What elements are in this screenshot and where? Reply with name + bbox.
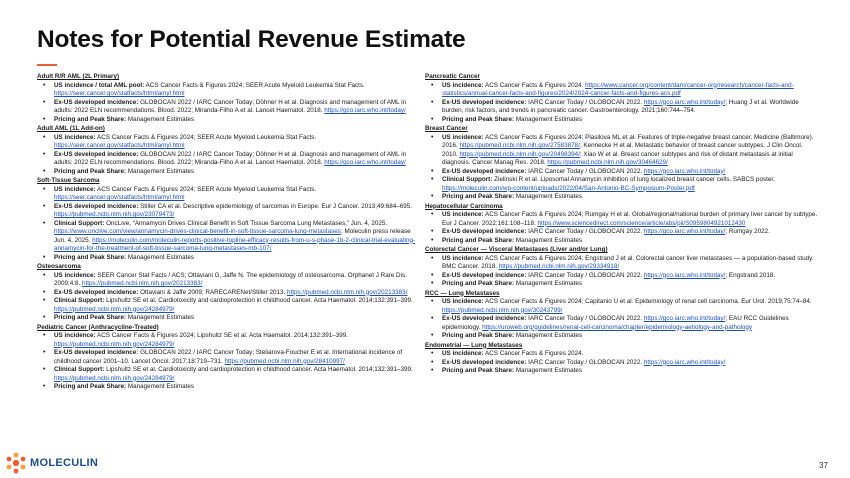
reference-link[interactable]: https://moleculin.com/wp-content/uploads/2022/04/San-Antonio-BC-Symposium-Poster.pdf bbox=[442, 184, 695, 192]
bullet-item bbox=[54, 151, 419, 168]
bullet-item bbox=[442, 176, 819, 193]
reference-link[interactable]: https://seer.cancer.gov/statfacts/html/amyl.html bbox=[54, 194, 185, 201]
bullet-text: Lipshultz SE et al. Cardiotoxicity and cardioprotection in childhood cancer. Acta Haematol. 2014;132:391–399. bbox=[104, 366, 413, 373]
bullet-label: US incidence: bbox=[54, 133, 96, 141]
bullet-text: Management Estimates bbox=[126, 115, 194, 123]
bullet-text: ACS Cancer Facts & Figures 2024; Capitanio U et al. Epidemiology of renal cell carcinoma. Eur Urol. 2019;75:74–84. bbox=[483, 298, 812, 305]
reference-link[interactable]: https://moleculin.com/moleculin-reports-positive-topline-efficacy-results-from-u-s-phase-1b-2-clinical-trial-evaluating-annamycin-for-the-treatment-of-soft-tissue-sarcoma-lung-metastases-mb-107/ bbox=[54, 236, 416, 252]
reference-link[interactable]: https://seer.cancer.gov/statfacts/html/amyl.html bbox=[54, 90, 185, 97]
bullet-text: GLOBOCAN 2022 / IARC Cancer Today; Döhner H et al. Diagnosis and management of AML in adults: 2022 ELN recommendations. Blood. 2022; Miranda-Filho A et al. Lancet Haematol. 2018. bbox=[54, 150, 407, 166]
bullet-label: Pricing and Peak Share: bbox=[442, 367, 515, 374]
bullet-list bbox=[425, 255, 819, 289]
bullet-label: Pricing and Peak Share: bbox=[442, 193, 515, 200]
bullet-label: Ex-US developed incidence: bbox=[442, 167, 527, 175]
reference-link[interactable]: https://www.cancer.org/content/dam/cancer-org/research/cancer-facts-and-statistics/annual-cancer-facts-and-figures/2024/2024-cancer-facts-and-figures-acs.pdf bbox=[442, 81, 794, 97]
bullet-list bbox=[37, 134, 419, 177]
bullet-text: ACS Cancer Facts & Figures 2024; Rumgay H et al. Global/regional/national burden of primary liver cancer by subtype. Eur J Cancer. 2022;161:108–118. bbox=[442, 211, 818, 227]
reference-link[interactable]: https://pubmed.ncbi.nlm.nih.gov/30243799/ bbox=[442, 306, 563, 314]
reference-link[interactable]: https://pubmed.ncbi.nlm.nih.gov/24284979/ bbox=[54, 374, 175, 382]
bullet-item bbox=[442, 359, 819, 368]
bullet-text: ACS Cancer Facts & Figures 2024; SEER Acute Myeloid Leukemia Stat Facts. bbox=[144, 81, 365, 89]
bullet-text: Management Estimates bbox=[126, 383, 194, 390]
bullet-text: IARC Cancer Today / GLOBOCAN 2022. bbox=[526, 167, 644, 175]
bullet-text: ACS Cancer Facts & Figures 2024; Lipshultz SE et al. Acta Haematol. 2014;132:391–399. bbox=[95, 332, 349, 339]
bullet-text: Ottaviani & Jaffe 2009; RARECARENet/Stiller 2013. bbox=[138, 288, 287, 296]
reference-link[interactable]: https://pubmed.ncbi.nlm.nih.gov/20213383/ bbox=[286, 288, 408, 296]
reference-link[interactable]: https://gco.iarc.who.int/today/ bbox=[643, 315, 726, 322]
bullet-text: Lipshultz SE et al. Cardiotoxicity and cardioprotection in childhood cancer. Acta Haematol. 2014;132:391–399. bbox=[104, 297, 413, 304]
bullet-label: Ex-US developed incidence: bbox=[54, 98, 139, 106]
bullet-item bbox=[442, 193, 819, 202]
bullet-item bbox=[54, 332, 419, 349]
bullet-label: Pricing and Peak Share: bbox=[442, 236, 515, 244]
bullet-text: ACS Cancer Facts & Figures 2024; Engstrand J et al. Colorectal cancer liver metastases — a population-based study. BMC Cancer. 2018. bbox=[442, 254, 814, 270]
bullet-label: US incidence / total AML pool: bbox=[54, 81, 145, 89]
reference-link[interactable]: https://pubmed.ncbi.nlm.nih.gov/27583878/ bbox=[459, 142, 580, 149]
bullet-label: Ex-US developed incidence: bbox=[442, 98, 527, 106]
bullet-label: Pricing and Peak Share: bbox=[442, 280, 515, 287]
bullet-item bbox=[54, 254, 419, 263]
bullet-text: Management Estimates bbox=[514, 367, 582, 374]
bullet-text: Management Estimates bbox=[126, 314, 194, 321]
bullet-list bbox=[425, 211, 819, 245]
bullet-item bbox=[442, 255, 819, 272]
reference-link[interactable]: https://gco.iarc.who.int/today/ bbox=[643, 98, 726, 106]
reference-link[interactable]: https://www.sciencedirect.com/science/article/abs/pii/S0959804921012430 bbox=[537, 219, 746, 227]
bullet-text: OncLive, “Annamycin Drives Clinical Benefit in Soft Tissue Sarcoma Lung Metastases,” Jun. 4, 2025. bbox=[104, 219, 388, 227]
bullet-item bbox=[54, 99, 419, 116]
section-heading: Breast Cancer bbox=[425, 125, 468, 132]
bullet-text: GLOBOCAN 2022 / IARC Cancer Today; Döhner H et al. Diagnosis and management of AML in adults: 2022 ELN recommendations. Blood. 2022; Miranda-Filho A et al. Lancet Haematol. 2018. bbox=[54, 98, 407, 114]
bullet-label: Clinical Support: bbox=[54, 297, 105, 304]
bullet-item bbox=[442, 228, 819, 237]
bullet-list bbox=[425, 298, 819, 341]
bullet-item bbox=[54, 383, 419, 392]
bullet-label: US incidence: bbox=[442, 298, 484, 305]
section-heading: Pancreatic Cancer bbox=[425, 73, 480, 80]
bullet-item bbox=[442, 272, 819, 281]
reference-link[interactable]: https://seer.cancer.gov/statfacts/html/amyl.html bbox=[54, 142, 185, 149]
bullet-text: ; Moleculin press release Jun. 4, 2025. bbox=[54, 228, 411, 244]
bullet-item bbox=[54, 314, 419, 323]
bullet-item bbox=[442, 350, 819, 359]
bullet-text: ; Huang J et al. Worldwide burden, risk factors, and trends in pancreatic cancer. Gastroenterology. 2021;160:744–754. bbox=[442, 98, 799, 114]
reference-link[interactable]: https://pubmed.ncbi.nlm.nih.gov/23079473/ bbox=[54, 211, 175, 218]
company-logo bbox=[5, 452, 98, 474]
reference-link[interactable]: https://pubmed.ncbi.nlm.nih.gov/24284979/ bbox=[54, 340, 175, 348]
bullet-text: IARC Cancer Today / GLOBOCAN 2022. bbox=[526, 315, 644, 322]
bullet-text: Stiller CA et al. Descriptive epidemiology of sarcomas in Europe. Eur J Cancer. 2013;49:684–695. bbox=[138, 202, 413, 210]
bullet-text: ACS Cancer Facts & Figures 2024. bbox=[483, 81, 586, 89]
reference-link[interactable]: https://gco.iarc.who.int/today/ bbox=[324, 107, 406, 114]
bullet-text: Management Estimates bbox=[514, 280, 582, 287]
title-underline bbox=[37, 64, 57, 66]
bullet-item bbox=[54, 349, 419, 366]
bullet-item bbox=[54, 366, 419, 383]
bullet-item bbox=[442, 298, 819, 315]
bullet-text: ; Xiao W et al. Breast cancer subtypes and risk of distant metastasis at initial diagnosis. Cancer Manag Res. 2018. bbox=[442, 150, 793, 166]
bullet-label: Ex-US developed incidence: bbox=[54, 288, 139, 296]
bullet-list bbox=[425, 82, 819, 125]
bullet-label: Clinical Support: bbox=[54, 366, 105, 373]
bullet-item bbox=[442, 280, 819, 289]
section-heading: Soft-Tissue Sarcoma bbox=[37, 177, 100, 184]
bullet-text: Management Estimates bbox=[514, 332, 582, 339]
bullet-label: Clinical Support: bbox=[442, 176, 493, 183]
bullet-label: Pricing and Peak Share: bbox=[54, 314, 127, 321]
bullet-label: Pricing and Peak Share: bbox=[54, 253, 127, 261]
bullet-label: US incidence: bbox=[442, 133, 484, 141]
reference-link[interactable]: https://gco.iarc.who.int/today/ bbox=[643, 167, 726, 175]
bullet-text: ACS Cancer Facts & Figures 2024; Plasilova ML et al. Features of triple-negative breast cancer. Medicine (Baltimore). 2016. bbox=[442, 133, 814, 149]
bullet-label: US incidence: bbox=[442, 254, 484, 262]
bullet-label: Pricing and Peak Share: bbox=[442, 115, 515, 123]
right-column bbox=[425, 72, 819, 376]
reference-link[interactable]: https://pubmed.ncbi.nlm.nih.gov/24284979/ bbox=[54, 305, 175, 313]
bullet-item bbox=[54, 289, 419, 298]
bullet-list bbox=[37, 272, 419, 323]
bullet-item bbox=[54, 272, 419, 289]
bullet-label: Ex-US developed incidence: bbox=[54, 202, 139, 210]
page-title: Notes for Potential Revenue Estimate bbox=[37, 26, 466, 53]
bullet-label: Ex-US developed incidence: bbox=[442, 358, 527, 366]
reference-link[interactable]: https://gco.iarc.who.int/today/ bbox=[643, 271, 726, 279]
bullet-item bbox=[54, 186, 419, 203]
bullet-text: Management Estimates bbox=[514, 236, 582, 244]
bullet-label: Pricing and Peak Share: bbox=[442, 332, 515, 339]
bullet-text: ACS Cancer Facts & Figures 2024. bbox=[483, 350, 584, 357]
reference-link[interactable]: https://uroweb.org/guidelines/renal-cell-carcinoma/chapter/epidemiology-aetiology-and-pathology bbox=[482, 323, 753, 331]
bullet-list bbox=[37, 82, 419, 125]
bullet-list bbox=[37, 332, 419, 392]
bullet-text: ACS Cancer Facts & Figures 2024; SEER Acute Myeloid Leukemia Stat Facts. bbox=[95, 133, 317, 141]
bullet-text: IARC Cancer Today / GLOBOCAN 2022. bbox=[526, 228, 644, 235]
bullet-label: US incidence: bbox=[54, 185, 96, 193]
bullet-label: Pricing and Peak Share: bbox=[54, 167, 127, 175]
bullet-label: US incidence: bbox=[54, 271, 96, 279]
bullet-text: Management Estimates bbox=[126, 167, 194, 175]
bullet-label: Ex-US developed incidence: bbox=[54, 349, 139, 356]
bullet-label: US incidence: bbox=[54, 332, 96, 339]
bullet-text: Management Estimates bbox=[126, 253, 194, 261]
bullet-text: IARC Cancer Today / GLOBOCAN 2022. bbox=[526, 271, 644, 279]
bullet-text: IARC Cancer Today / GLOBOCAN 2022. bbox=[526, 98, 644, 106]
bullet-item bbox=[442, 82, 819, 99]
bullet-text: ; Kennecke H et al. Metastatic behavior of breast cancer subtypes. J Clin Oncol. 2010. bbox=[442, 142, 803, 158]
bullet-item bbox=[54, 82, 419, 99]
bullet-label: Ex-US developed incidence: bbox=[54, 150, 139, 158]
bullet-item bbox=[54, 203, 419, 220]
page-number: 37 bbox=[819, 461, 828, 470]
bullet-text: SEER Cancer Stat Facts / ACS; Ottaviani G, Jaffe N. The epidemiology of osteosarcoma. Orphanet J Rare Dis. 2009;4:8. bbox=[54, 271, 407, 287]
section-heading: RCC — Lung Metastases bbox=[425, 289, 500, 297]
bullet-label: US incidence: bbox=[442, 81, 484, 89]
reference-link[interactable]: https://gco.iarc.who.int/today/ bbox=[324, 159, 406, 166]
bullet-item bbox=[54, 116, 419, 125]
bullet-text: GLOBOCAN 2022 / IARC Cancer Today; Steliarova-Foucher E et al. International incidence of childhood cancer 2001–10. Lancet Oncol. 2017;18:719–731. bbox=[54, 349, 403, 365]
bullet-text: ; EAU RCC Guidelines epidemiology. bbox=[442, 315, 789, 331]
section-heading: Adult R/R AML (2L Primary) bbox=[37, 73, 120, 80]
section-heading: Adult AML (1L Add-on) bbox=[37, 125, 105, 132]
section-heading: Pediatric Cancer (Anthracycline-Treated) bbox=[37, 323, 159, 331]
bullet-label: Pricing and Peak Share: bbox=[54, 383, 127, 390]
bullet-text: Management Estimates bbox=[514, 115, 582, 123]
logo-text: MOLECULIN bbox=[30, 457, 99, 469]
bullet-label: US incidence: bbox=[442, 350, 484, 357]
bullet-label: US incidence: bbox=[442, 211, 484, 218]
bullet-label: Ex-US developed incidence: bbox=[442, 315, 527, 322]
left-column bbox=[37, 72, 419, 392]
reference-link[interactable]: https://pubmed.ncbi.nlm.nih.gov/20498394/ bbox=[459, 150, 580, 158]
section-heading: Colorectal Cancer — Visceral Metastases (Liver and/or Lung) bbox=[425, 246, 608, 253]
bullet-list bbox=[37, 186, 419, 263]
reference-link[interactable]: https://pubmed.ncbi.nlm.nih.gov/29334918/ bbox=[498, 263, 620, 270]
reference-link[interactable]: https://gco.iarc.who.int/today/ bbox=[643, 358, 726, 366]
bullet-item bbox=[442, 99, 819, 116]
molecule-logo-icon bbox=[5, 452, 27, 474]
reference-link[interactable]: https://pubmed.ncbi.nlm.nih.gov/28410997/ bbox=[224, 357, 345, 365]
bullet-item bbox=[442, 116, 819, 125]
bullet-list bbox=[425, 134, 819, 202]
bullet-label: Pricing and Peak Share: bbox=[54, 115, 127, 123]
bullet-item bbox=[442, 332, 819, 341]
reference-link[interactable]: https://pubmed.ncbi.nlm.nih.gov/30464629/ bbox=[547, 159, 668, 166]
bullet-label: Ex-US developed incidence: bbox=[442, 271, 527, 279]
reference-link[interactable]: https://www.onclive.com/view/annamycin-drives-clinical-benefit-in-soft-tissue-sarcoma-lung-metastases bbox=[54, 228, 341, 235]
bullet-list bbox=[425, 350, 819, 376]
section-heading: Hepatocellular Carcinoma bbox=[425, 202, 503, 210]
bullet-item bbox=[54, 134, 419, 151]
bullet-text: ; Rumgay 2022. bbox=[725, 228, 770, 235]
reference-link[interactable]: https://gco.iarc.who.int/today/ bbox=[643, 228, 726, 235]
bullet-text: IARC Cancer Today / GLOBOCAN 2022. bbox=[526, 358, 644, 366]
bullet-item bbox=[442, 134, 819, 168]
bullet-item bbox=[442, 237, 819, 246]
reference-link[interactable]: https://pubmed.ncbi.nlm.nih.gov/20213383/ bbox=[82, 280, 203, 287]
bullet-text: Management Estimates bbox=[514, 193, 582, 200]
bullet-text: Zielinski R et al. Liposomal Annamycin inhibition of lung localized breast cancer cells. SABCS poster. bbox=[492, 176, 775, 183]
bullet-item bbox=[442, 315, 819, 332]
bullet-item bbox=[54, 168, 419, 177]
bullet-label: Clinical Support: bbox=[54, 219, 105, 227]
bullet-item bbox=[54, 297, 419, 314]
section-heading: Endometrial — Lung Metastases bbox=[425, 341, 523, 349]
bullet-text: ACS Cancer Facts & Figures 2024; SEER Acute Myeloid Leukemia Stat Facts. bbox=[95, 185, 317, 193]
bullet-label: Ex-US developed incidence: bbox=[442, 228, 527, 235]
bullet-item bbox=[54, 220, 419, 254]
section-heading: Osteosarcoma bbox=[37, 263, 81, 270]
bullet-item bbox=[442, 168, 819, 177]
bullet-text: ; Engstrand 2018. bbox=[725, 271, 776, 279]
bullet-item bbox=[442, 211, 819, 228]
bullet-item bbox=[442, 367, 819, 376]
